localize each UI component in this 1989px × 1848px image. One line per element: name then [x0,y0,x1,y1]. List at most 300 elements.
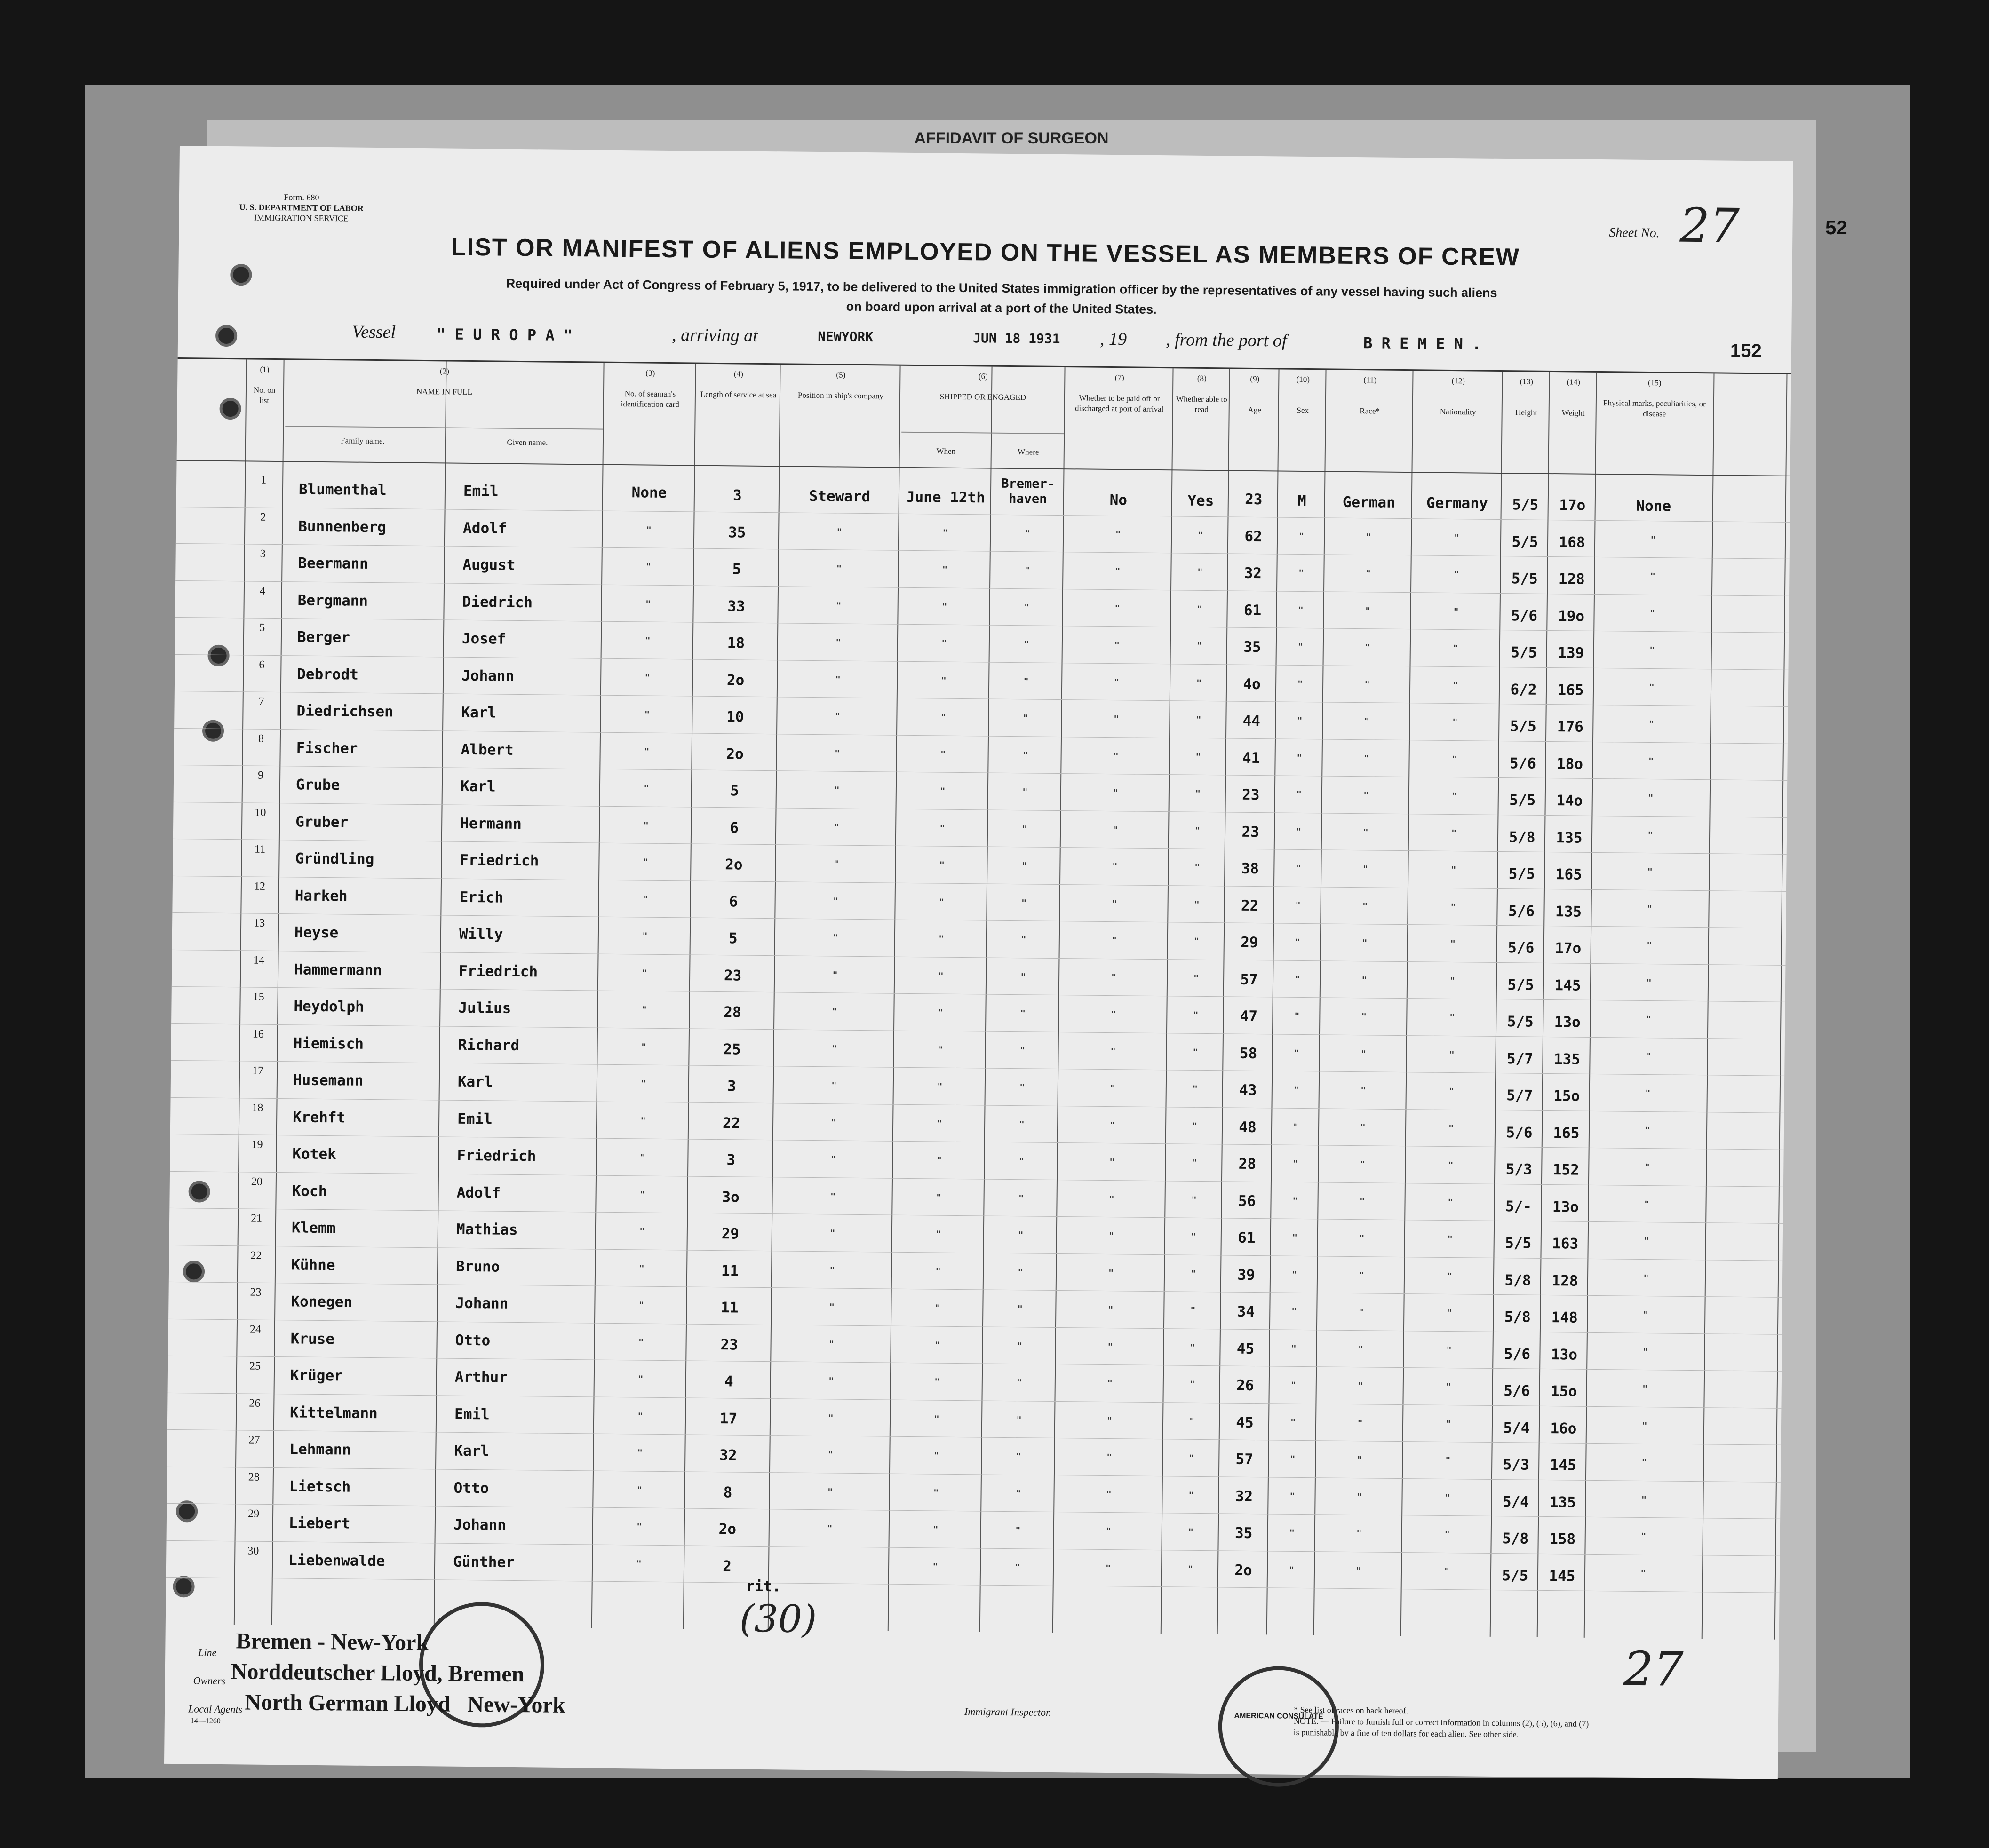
ditto-mark: " [638,1337,644,1348]
ditto-mark: " [645,599,651,609]
height: 5/4 [1502,1493,1529,1511]
list-number: 22 [250,1249,262,1262]
ditto-mark: " [1111,1009,1116,1020]
age: 48 [1239,1118,1257,1136]
family-name: Harkeh [294,887,348,904]
height: 5/8 [1504,1309,1531,1326]
service-length: 6 [729,893,738,910]
note-penalty-2: is punishable by a fine of ten dollars for each alien. See other side. [1293,1727,1519,1739]
given-name: Emil [463,482,499,500]
height: 5/3 [1505,1161,1532,1178]
sheet-number-bottom: 27 [1623,1641,1684,1697]
ditto-mark: " [637,1448,643,1458]
physical-marks: None [1636,497,1671,515]
height: 5/5 [1512,533,1538,551]
ditto-mark: " [1193,1047,1198,1057]
ditto-mark: " [1108,1268,1114,1278]
ditto-mark: " [637,1411,643,1421]
family-name: Beermann [298,555,368,572]
ditto-mark: " [1189,1416,1195,1427]
ditto-mark: " [1110,1120,1115,1130]
ditto-mark: " [932,1562,938,1572]
ditto-mark: " [937,1081,943,1092]
ditto-mark: " [1023,713,1028,723]
header-position: (5) Position in ship's company [797,370,884,401]
ditto-mark: " [1113,825,1118,835]
ditto-mark: " [1445,1492,1450,1503]
ditto-mark: " [938,971,944,981]
family-name: Hiemisch [293,1034,364,1053]
ditto-mark: " [1197,604,1202,614]
header-paid-off: (7) Whether to be paid off or discharged at port of arrival [1074,373,1164,414]
ditto-mark: " [832,969,838,980]
ditto-mark: " [1195,752,1201,762]
ditto-mark: " [935,1340,940,1350]
ditto-mark: " [1108,1305,1114,1315]
ditto-mark: " [646,525,652,535]
age: 44 [1242,712,1261,730]
service-length: 10 [726,708,744,726]
ditto-mark: " [833,933,838,943]
ditto-mark: " [1192,1121,1198,1131]
shipped-when: June 12th [906,488,986,507]
ditto-mark: " [1292,1269,1297,1280]
column-rule [1217,369,1230,1634]
service-length: 2o [725,856,743,873]
ditto-mark: " [1291,1343,1297,1354]
ditto-mark: " [832,1043,837,1054]
list-number: 27 [248,1434,260,1446]
family-name: Hammermann [294,960,382,979]
ditto-mark: " [935,1266,941,1277]
ditto-mark: " [1191,1231,1196,1242]
department-name: U. S. DEPARTMENT OF LABOR [239,202,364,213]
service-length: 28 [724,1004,741,1021]
ditto-mark: " [1024,639,1029,650]
age: 58 [1239,1045,1257,1062]
ditto-mark: " [1446,1419,1451,1429]
paid-off: No [1109,492,1128,509]
given-name: Johann [461,667,515,685]
weight: 139 [1558,644,1584,662]
weight: 163 [1552,1235,1579,1253]
given-name: Diedrich [462,593,533,611]
ditto-mark: " [1109,1194,1114,1204]
service-name: IMMIGRATION SERVICE [254,213,349,223]
ditto-mark: " [939,823,945,833]
ditto-mark: " [830,1228,835,1238]
ditto-mark: " [1361,1012,1367,1022]
ditto-mark: " [1191,1269,1196,1279]
form-code: 14—1260 [190,1717,221,1725]
page-number-edge: 52 [1825,216,1847,238]
age: 22 [1241,897,1259,914]
ditto-mark: " [1294,1011,1300,1021]
height: 5/8 [1509,828,1536,846]
ditto-mark: " [1108,1231,1114,1241]
ditto-mark: " [828,1376,834,1386]
age: 45 [1236,1340,1255,1357]
ditto-mark: " [1446,1381,1451,1392]
ditto-mark: " [1454,532,1460,543]
ditto-mark: " [1356,1565,1361,1576]
ditto-mark: " [1196,714,1201,725]
ditto-mark: " [1647,941,1652,951]
affidavit-label: AFFIDAVIT OF SURGEON [914,129,1109,147]
ditto-mark: " [1190,1305,1196,1316]
ditto-mark: " [1450,939,1456,949]
ditto-mark: " [1449,1049,1455,1060]
height: 5/5 [1511,644,1537,661]
given-name: Otto [453,1479,489,1497]
ditto-mark: " [1289,1565,1295,1575]
ditto-mark: " [1188,1490,1194,1500]
ditto-mark: " [1113,751,1119,761]
header-where: Where [1018,447,1039,457]
ditto-mark: " [1115,529,1121,539]
ditto-mark: " [1448,1086,1454,1097]
ditto-mark: " [1644,1162,1650,1173]
family-name: Blumenthal [298,481,387,499]
height: 6/2 [1510,681,1537,698]
ditto-mark: " [1018,1267,1023,1277]
ditto-mark: " [1298,568,1304,578]
age: 2o [1234,1562,1252,1579]
age: 32 [1244,564,1262,582]
ditto-mark: " [1107,1379,1113,1389]
weight: 165 [1557,681,1584,699]
weight: 13o [1551,1346,1578,1364]
ditto-mark: " [1358,1344,1364,1354]
ditto-mark: " [1017,1340,1023,1351]
ditto-mark: " [1107,1341,1113,1352]
ditto-mark: " [1644,1236,1649,1246]
header-physical-marks: (15) Physical marks, peculiarities, or disease [1603,378,1706,419]
ditto-mark: " [1191,1195,1197,1205]
ditto-mark: " [1020,1045,1026,1055]
from-port-label: , from the port of [1165,330,1287,351]
ditto-mark: " [939,860,945,870]
ditto-mark: " [1297,642,1303,652]
line-value: Bremen - New-York [236,1628,429,1656]
header-height: (13) Height [1515,377,1537,417]
ditto-mark: " [639,1263,644,1274]
shipped-where: Bremer- [1001,476,1055,492]
age: 32 [1235,1488,1253,1505]
ditto-mark: " [1193,1010,1199,1020]
header-shipped: (6) SHIPPED OR ENGAGED [939,372,1026,402]
ditto-mark: " [1365,605,1371,616]
age: 34 [1237,1303,1255,1321]
service-length: 18 [727,635,745,652]
service-length: 35 [728,523,746,541]
ditto-mark: " [1114,677,1120,687]
header-when: When [936,446,956,456]
ditto-mark: " [933,1524,939,1535]
ditto-mark: " [1020,971,1026,982]
service-length: 33 [727,597,745,615]
ditto-mark: " [1641,1457,1647,1468]
ditto-mark: " [1362,901,1368,911]
arriving-label: , arriving at [671,325,758,346]
header-name: (2) NAME IN FULL [416,366,473,397]
ditto-mark: " [938,1007,943,1018]
ditto-mark: " [1289,1528,1295,1538]
ditto-mark: " [827,1523,833,1534]
ditto-mark: " [1358,1307,1364,1317]
ditto-mark: " [1449,1012,1455,1023]
weight: 165 [1555,866,1582,883]
vessel-name: " E U R O P A " [437,325,573,345]
given-name: Adolf [463,519,507,537]
service-length: 8 [723,1483,732,1501]
ditto-mark: " [834,822,839,833]
height: 5/- [1505,1198,1532,1215]
ditto-mark: " [1189,1379,1195,1389]
ditto-mark: " [1650,571,1655,582]
ditto-mark: " [1019,1119,1025,1129]
ditto-mark: " [1296,826,1302,837]
ditto-mark: " [1357,1491,1362,1502]
given-name: Bruno [455,1258,500,1276]
given-name: Friedrich [460,851,539,870]
ditto-mark: " [1643,1273,1649,1283]
ditto-mark: " [1357,1455,1362,1465]
age: 45 [1236,1414,1254,1431]
given-name: Josef [461,630,506,648]
family-name: Husemann [293,1071,364,1089]
ditto-mark: " [1447,1271,1453,1281]
ditto-mark: " [1193,936,1199,946]
ditto-mark: " [941,638,947,649]
header-service: (4) Length of service at sea [700,369,777,400]
height: 5/4 [1503,1419,1530,1437]
weight: 17o [1559,497,1586,514]
header-given-name: Given name. [507,437,548,447]
ditto-mark: " [833,896,839,906]
ditto-mark: " [1298,605,1304,615]
family-name: Diedrichsen [296,702,393,721]
ditto-mark: " [934,1414,939,1424]
ditto-mark: " [1022,824,1027,834]
ditto-mark: " [1295,937,1300,947]
column-rule [979,367,993,1632]
given-name: Erich [459,888,504,906]
given-name: Hermann [460,815,522,833]
ditto-mark: " [831,1117,836,1127]
given-name: Emil [457,1110,493,1127]
ditto-mark: " [1020,1008,1026,1019]
ditto-mark: " [835,674,841,685]
list-number: 13 [254,917,265,929]
ditto-mark: " [835,711,840,722]
age: 23 [1242,786,1260,804]
ditto-mark: " [1196,641,1202,651]
ditto-mark: " [643,857,648,867]
ditto-mark: " [1447,1234,1453,1245]
ditto-mark: " [1293,1085,1299,1095]
ditto-mark: " [1364,679,1370,690]
service-length: 3 [727,1078,736,1095]
age: 35 [1243,638,1261,656]
ditto-mark: " [1192,1158,1197,1168]
height: 5/6 [1509,754,1536,772]
ditto-mark: " [1025,528,1030,539]
ditto-mark: " [829,1265,835,1275]
ditto-mark: " [1364,716,1369,727]
ditto-mark: " [1451,791,1457,801]
ditto-mark: " [1649,682,1655,692]
ditto-mark: " [1648,793,1654,803]
list-number: 6 [259,658,265,671]
ditto-mark: " [1290,1417,1296,1428]
height: 5/6 [1506,1124,1533,1142]
ditto-mark: " [939,934,944,944]
list-number: 16 [252,1028,264,1040]
ditto-mark: " [1453,643,1458,654]
service-length: 23 [720,1336,738,1354]
ditto-mark: " [641,1042,647,1052]
ditto-mark: " [936,1155,942,1166]
weight: 158 [1549,1531,1576,1548]
ditto-mark: " [1361,1048,1367,1059]
ditto-mark: " [1188,1564,1193,1574]
ditto-mark: " [1110,1083,1115,1094]
age: 61 [1243,602,1262,619]
ditto-mark: " [836,526,842,537]
service-length: 4 [724,1373,733,1390]
family-name: Kühne [291,1256,335,1274]
ditto-mark: " [1197,567,1203,577]
row-rule [285,426,603,429]
ditto-mark: " [640,1189,645,1200]
age: 23 [1245,491,1263,508]
family-name: Debrodt [297,665,359,683]
weight: 148 [1551,1309,1578,1326]
given-name: Julius [458,999,511,1017]
ditto-mark: " [1018,1156,1024,1166]
ditto-mark: " [1023,750,1028,760]
column-rule [888,366,901,1631]
service-length: 5 [732,561,741,578]
ditto-mark: " [835,637,841,648]
ditto-mark: " [1448,1123,1454,1134]
given-name: Arthur [454,1368,508,1386]
header-weight: (14) Weight [1561,377,1585,418]
page-title: LIST OR MANIFEST OF ALIENS EMPLOYED ON THE VESSEL AS MEMBERS OF CREW [451,233,1520,271]
ditto-mark: " [938,1045,943,1055]
ditto-mark: " [1444,1529,1450,1540]
ditto-mark: " [1648,756,1654,766]
weight: 15o [1551,1383,1577,1400]
ditto-mark: " [1015,1562,1020,1572]
weight: 13o [1554,1014,1581,1031]
column-rule [1490,372,1503,1637]
service-length: 2 [723,1557,732,1575]
ditto-mark: " [1360,1086,1366,1096]
weight: 128 [1558,571,1585,588]
ditto-mark: " [1360,1159,1365,1170]
ditto-mark: " [1451,828,1457,838]
height: 5/8 [1504,1271,1531,1289]
ditto-mark: " [1647,904,1653,914]
ditto-mark: " [1446,1345,1452,1355]
service-length: 11 [720,1299,739,1317]
ditto-mark: " [1359,1270,1364,1280]
given-name: Willy [459,925,503,943]
given-name: Richard [458,1036,520,1054]
weight: 17o [1555,940,1582,957]
ditto-mark: " [644,783,649,793]
ditto-mark: " [1021,861,1027,871]
sheet-number-label: Sheet No. [1609,225,1660,241]
family-name: Konegen [291,1293,353,1311]
header-nationality: (12) Nationality [1440,376,1476,417]
ditto-mark: " [827,1450,833,1460]
given-name: Otto [455,1332,491,1349]
ditto-mark: " [1290,1380,1296,1390]
service-length: 5 [728,930,738,947]
ditto-mark: " [1296,789,1302,800]
column-rule [683,364,696,1629]
ditto-mark: " [835,748,840,759]
ditto-mark: " [1647,867,1653,877]
given-name: Mathias [456,1221,518,1239]
ditto-mark: " [1194,862,1200,872]
year-label: , 19 [1099,329,1127,349]
ditto-mark: " [1644,1199,1650,1209]
service-length: 22 [722,1114,740,1132]
weight: 165 [1553,1124,1580,1142]
service-length: 3o [722,1188,740,1206]
ditto-mark: " [1293,1122,1299,1132]
family-name: Kittelmann [289,1404,378,1422]
service-length: 32 [719,1447,737,1464]
ditto-mark: " [1363,827,1368,837]
ditto-mark: " [1106,1452,1112,1463]
ditto-mark: " [1113,788,1118,798]
given-name: August [462,556,516,574]
weight: 15o [1553,1087,1580,1105]
ditto-mark: " [1297,715,1303,726]
able-to-read: Yes [1187,492,1214,510]
agents-value: North German Lloyd New-York [244,1689,565,1718]
list-number: 28 [248,1471,260,1483]
ditto-mark: " [1016,1488,1021,1499]
age: 23 [1241,823,1259,841]
service-length: 2o [718,1521,737,1538]
ditto-mark: " [1448,1160,1454,1171]
ditto-mark: " [1643,1309,1648,1320]
ditto-mark: " [1366,531,1371,542]
ditto-mark: " [1193,973,1199,983]
age: 47 [1240,1007,1258,1025]
given-name: Karl [454,1442,490,1460]
ditto-mark: " [1452,754,1457,764]
family-name: Heydolph [294,998,364,1015]
ditto-mark: " [1358,1381,1363,1391]
ditto-mark: " [1642,1420,1647,1431]
list-number: 23 [250,1286,262,1299]
ditto-mark: " [1291,1306,1297,1317]
ditto-mark: " [1106,1563,1111,1573]
ditto-mark: " [1024,602,1030,612]
subtitle-line-1: Required under Act of Congress of February 5, 1917, to be delivered to the United States immigration officer by the representatives of any vessel having such aliens [506,276,1497,300]
ditto-mark: " [645,562,651,572]
list-number: 17 [252,1064,264,1077]
ditto-mark: " [1648,719,1654,730]
handwritten-count: (30) [739,1596,817,1642]
